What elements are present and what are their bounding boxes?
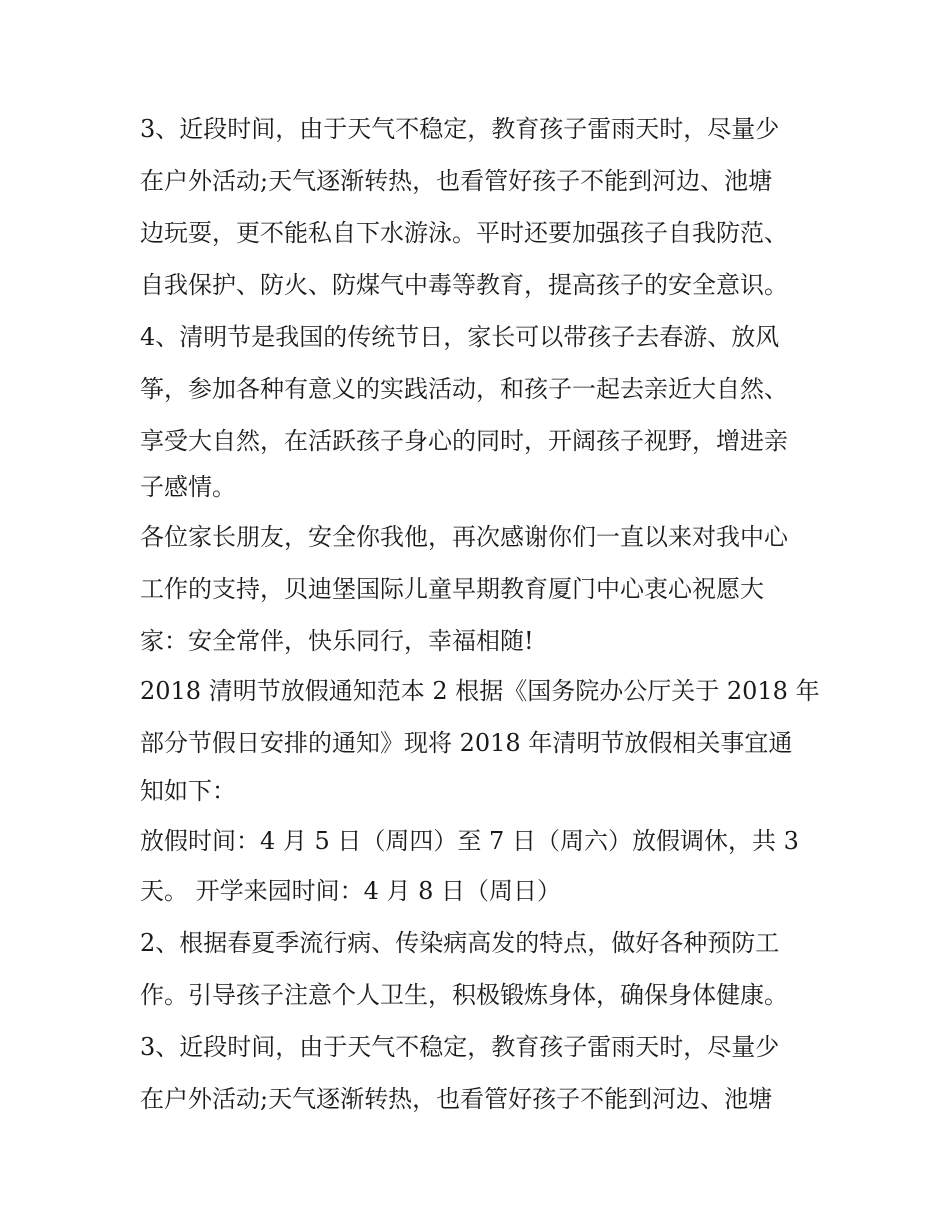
text-line: 边玩耍，更不能私自下水游泳。平时还要加强孩子自我防范、: [140, 219, 788, 247]
text-line: 作。引导孩子注意个人卫生，积极锻炼身体，确保身体健康。: [140, 981, 788, 1009]
text-line: 在户外活动;天气逐渐转热，也看管好孩子不能到河边、池塘: [140, 1085, 773, 1113]
text-line: 工作的支持，贝迪堡国际儿童早期教育厦门中心衷心祝愿大: [140, 575, 764, 603]
text-line: 2、根据春夏季流行病、传染病高发的特点，做好各种预防工: [140, 929, 780, 957]
text-line: 天。 开学来园时间：4 月 8 日（周日）: [140, 877, 562, 905]
text-line: 筝，参加各种有意义的实践活动，和孩子一起去亲近大自然、: [140, 375, 788, 403]
text-line: 4、清明节是我国的传统节日，家长可以带孩子去春游、放风: [140, 323, 780, 351]
text-line: 知如下：: [140, 777, 236, 805]
text-line: 享受大自然，在活跃孩子身心的同时，开阔孩子视野，增进亲: [140, 427, 788, 455]
text-line: 在户外活动;天气逐渐转热，也看管好孩子不能到河边、池塘: [140, 167, 773, 195]
text-line: 家：安全常伴，快乐同行，幸福相随!: [140, 627, 534, 655]
text-line: 各位家长朋友，安全你我他，再次感谢你们一直以来对我中心: [140, 523, 788, 551]
text-line: 子感情。: [140, 473, 236, 501]
text-line: 部分节假日安排的通知》现将 2018 年清明节放假相关事宜通: [140, 729, 793, 757]
text-line: 放假时间：4 月 5 日（周四）至 7 日（周六）放假调休，共 3: [140, 827, 799, 855]
text-line: 2018 清明节放假通知范本 2 根据《国务院办公厅关于 2018 年: [140, 677, 820, 705]
text-line: 自我保护、防火、防煤气中毒等教育，提高孩子的安全意识。: [140, 271, 788, 299]
text-line: 3、近段时间，由于天气不稳定，教育孩子雷雨天时，尽量少: [140, 1033, 780, 1061]
text-line: 3、近段时间，由于天气不稳定，教育孩子雷雨天时，尽量少: [140, 115, 780, 143]
